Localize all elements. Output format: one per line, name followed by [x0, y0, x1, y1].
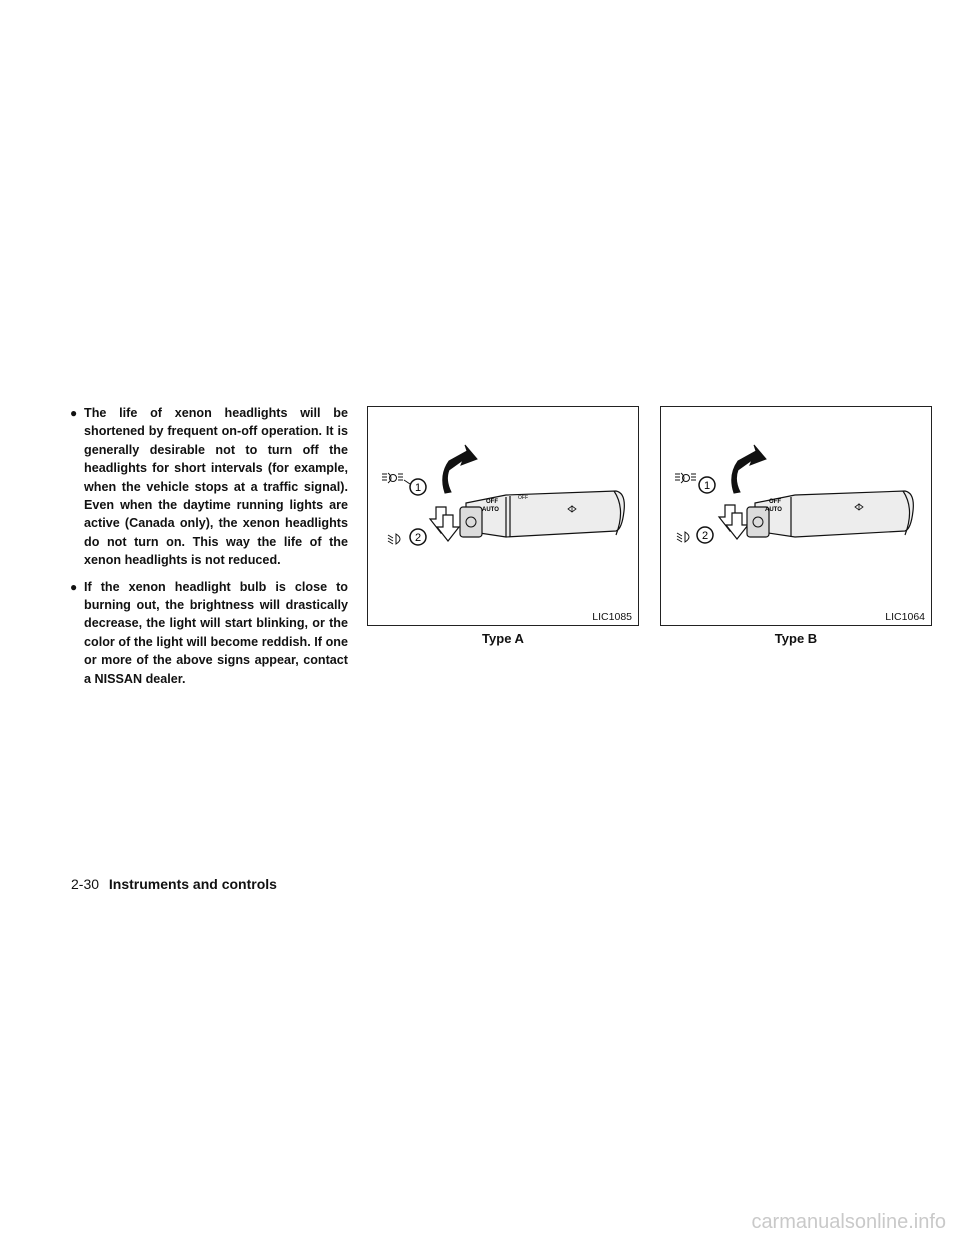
figure-type-b	[660, 406, 932, 626]
figure-caption-type-a: Type A	[482, 631, 524, 646]
watermark: carmanualsonline.info	[751, 1211, 946, 1233]
lever-stalk	[466, 491, 624, 537]
headlight-switch-illustration	[661, 407, 931, 625]
flash-arrow-icon	[443, 445, 477, 493]
callout-1-label: 1	[414, 482, 422, 494]
low-beam-icon	[388, 534, 400, 544]
low-beam-icon	[677, 532, 689, 542]
bullet-item	[70, 404, 348, 570]
bullet-list	[70, 404, 348, 696]
callout-2-label: 2	[414, 532, 422, 544]
bullet-icon: ●	[70, 579, 78, 594]
callout-1-label: 1	[703, 480, 711, 492]
auto-label: AUTO	[765, 507, 782, 513]
high-beam-icon	[675, 473, 696, 483]
off-label: OFF	[486, 499, 498, 505]
callout-2-label: 2	[701, 530, 709, 542]
page-number: 2-30	[71, 876, 100, 892]
bullet-text: If the xenon headlight bulb is close to burning out, the brightness will drastically decrease, the light will start blinking, or the color of the light will become reddish. If one or more of the above signs appear, contact a NISSAN dealer.	[84, 579, 348, 686]
page-footer	[71, 876, 277, 892]
off-label: OFF	[769, 499, 781, 505]
section-title: Instruments and controls	[108, 876, 277, 892]
figure-type-a	[367, 406, 639, 626]
bullet-item	[70, 578, 348, 688]
high-beam-icon	[382, 473, 403, 483]
ring-off-label: OFF	[518, 495, 528, 501]
figure-caption-type-b: Type B	[774, 631, 818, 646]
auto-label: AUTO	[482, 507, 499, 513]
flash-arrow-icon	[732, 445, 766, 493]
figure-code: LIC1064	[885, 611, 925, 623]
bullet-icon: ●	[70, 406, 78, 420]
bullet-text: The life of xenon headlights will be shortened by frequent on-off operation. It is generally desirable not to turn off the headlights for short intervals (for example, when the vehicle stops at a traffic signal). Even when the daytime running lights are active (Canada only), the xenon headlights do not turn on. This way the life of the xenon headlights is not reduced.	[84, 406, 348, 568]
figure-code: LIC1085	[592, 611, 632, 623]
lever-stalk	[755, 491, 913, 537]
headlight-switch-illustration	[368, 407, 638, 625]
